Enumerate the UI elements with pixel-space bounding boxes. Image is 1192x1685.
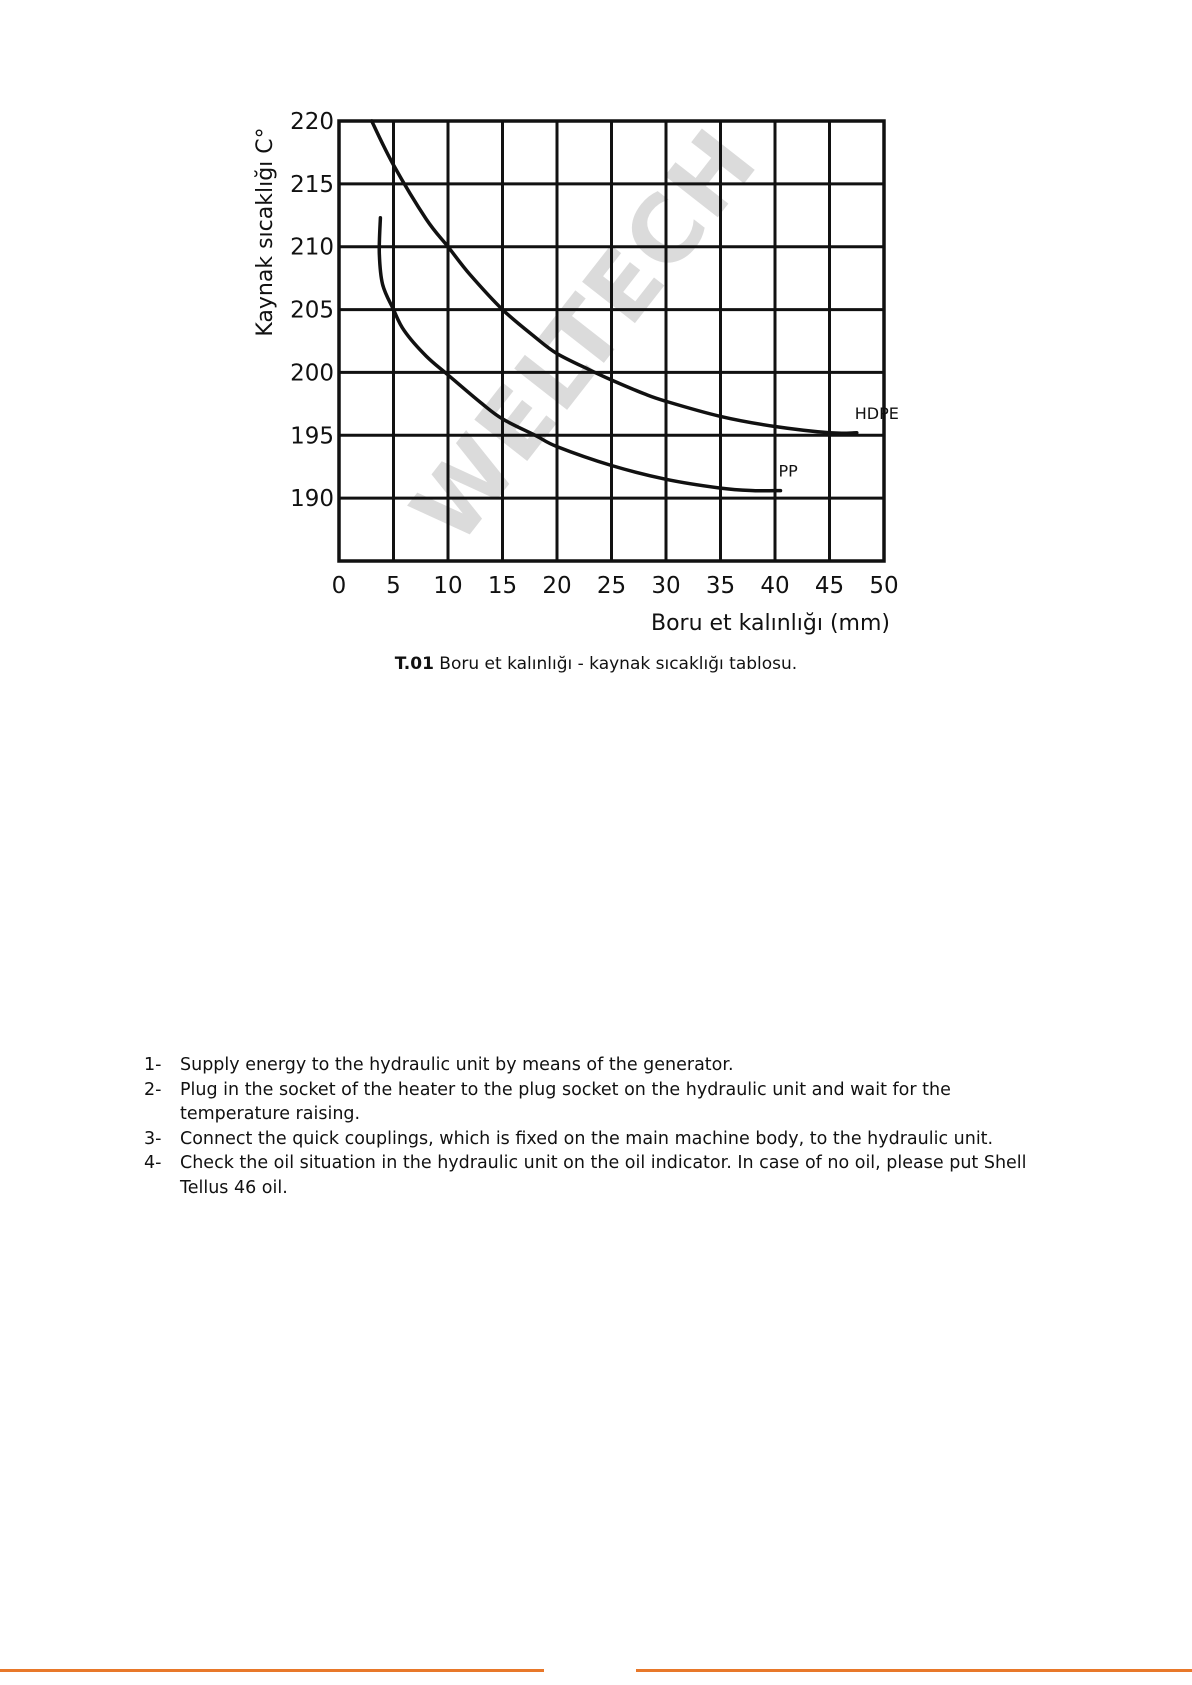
series-label-hdpe: HDPE xyxy=(854,403,899,423)
x-tick-label: 50 xyxy=(869,573,899,599)
caption-label: T.01 xyxy=(394,654,434,674)
x-tick-label: 5 xyxy=(386,573,401,599)
footer-rule-right xyxy=(636,1669,1192,1672)
step-text: Plug in the socket of the heater to the plug socket on the hydraulic unit and wait for the temperature raising. xyxy=(180,1079,951,1124)
step-number: 3- xyxy=(144,1128,162,1149)
weld-temperature-chart xyxy=(0,0,1192,700)
x-tick-label: 15 xyxy=(487,573,518,599)
footer-rule-left xyxy=(0,1669,544,1672)
x-tick-label: 35 xyxy=(705,573,736,599)
instruction-step xyxy=(144,1053,1064,1078)
caption-text: Boru et kalınlığı - kaynak sıcaklığı tablosu. xyxy=(433,654,798,674)
step-text: Check the oil situation in the hydraulic unit on the oil indicator. In case of no oil, please put Shell Tellus 46 oil. xyxy=(180,1153,1027,1198)
step-number: 2- xyxy=(144,1079,162,1100)
step-text: Connect the quick couplings, which is fixed on the main machine body, to the hydraulic unit. xyxy=(180,1128,994,1149)
y-tick-label: 205 xyxy=(290,297,334,324)
y-tick-label: 190 xyxy=(290,486,334,513)
instruction-step xyxy=(144,1078,1064,1127)
x-tick-label: 10 xyxy=(433,573,463,599)
x-tick-label: 45 xyxy=(814,573,845,599)
x-axis-title: Boru et kalınlığı (mm) xyxy=(650,611,890,636)
step-number: 4- xyxy=(144,1153,162,1173)
y-tick-label: 195 xyxy=(290,423,334,450)
chart-caption xyxy=(0,654,1192,674)
x-tick-label: 20 xyxy=(542,573,572,599)
y-tick-label: 210 xyxy=(290,234,334,261)
instruction-list xyxy=(144,1053,1064,1200)
instruction-step xyxy=(144,1151,1064,1200)
x-tick-label: 40 xyxy=(760,573,790,599)
y-tick-label: 200 xyxy=(290,360,334,387)
instruction-step xyxy=(144,1127,1064,1152)
step-text: Supply energy to the hydraulic unit by means of the generator. xyxy=(180,1055,734,1075)
step-number: 1- xyxy=(144,1055,162,1075)
x-tick-label: 30 xyxy=(651,573,681,599)
y-tick-label: 215 xyxy=(290,171,334,198)
x-tick-label: 0 xyxy=(331,573,347,599)
series-label-pp: PP xyxy=(778,461,798,481)
y-axis-title: Kaynak sıcaklığı C° xyxy=(253,127,278,337)
x-tick-label: 25 xyxy=(596,573,627,599)
y-tick-label: 220 xyxy=(290,109,334,135)
watermark-text: WELTECH xyxy=(391,109,779,563)
chart-svg xyxy=(0,0,1192,700)
